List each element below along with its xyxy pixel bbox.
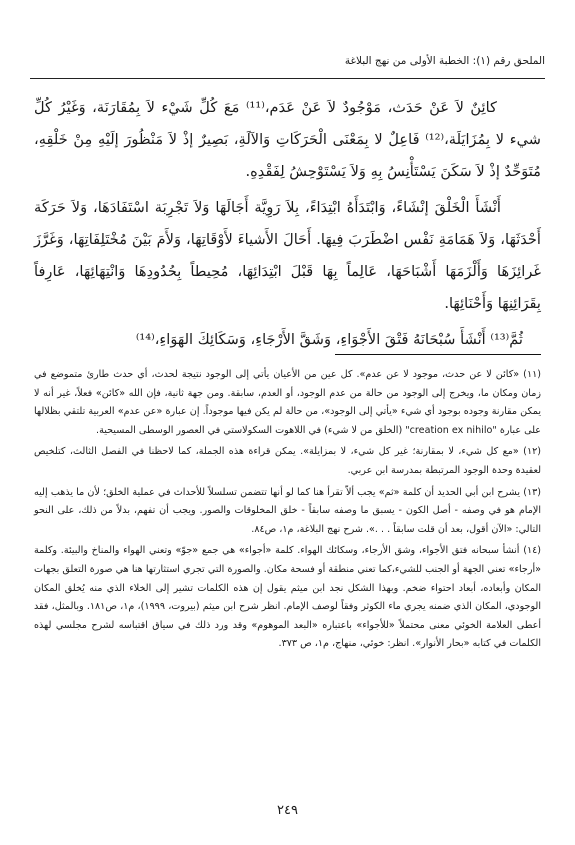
footnote-divider [335, 354, 541, 355]
footnote-11: (١١) «كائن لا عن حدث، موجود لا عن عدم». كل عين من الأعيان يأتي إلى الوجود نتيجة لحدث، أي حدث طارئ متموضع في زمان ومكان ما، ويخرج إلى الوجود من حالة من عدم الوجود، أو العدم، سابقة. ومن جهة ثانية، فإن الله «كائن» فعلاً، غير أنه لا يمكن مقارنة وجوده بوجود أي شيء «يأتي إلى الوجود»، من حالة لم يكن فيها موجوداً. إن عبارة «عن عدم» العربية تلتقي بظلالها على عبارة "creation ex nihilo" (الخلق من لا شيء) في اللاهوت السكولاستي في العصور الوسطى المسيحية. [34, 369, 541, 436]
running-header-title: الملحق رقم (١): الخطبة الأولى من نهج البلاغة [344, 55, 545, 67]
paragraph-2: أَنْشَأَ الْخَلْقَ إنْشَاءً، وَابْتَدَأَهُ ابْتِدَاءً، بِلاَ رَوِيَّة أَجَالَهَا وَلاَ تَجْرِبَة اسْتَفَادَهَا، وَلاَ حَرَكَة أَحْدَثَهَا، وَلاَ هَمَامَةِ نَفْس اضْطَرَبَ فِيهَا. أَحَالَ الأَشياءَ لأَوْقَاتِهَا، وَلأَمَ بَيْنَ مُخْتَلِفَاتِهَا، وَغَرَّزَ غَرائِزَهَا وَأَلْزَمَهَا أَشْبَاحَهَا، عَالِماً بِهَا قَبْلَ ابْتِدَائِهَا، مُحِيطاً بِحُدُودِهَا وَانْتِهَائِهَا، عَارِفاً بِقَرَائِنِهَا وَأَحْنَائِهَا. [34, 199, 541, 312]
paragraph-1: كائِنٌ لاَ عَنْ حَدَث، مَوْجُودٌ لاَ عَنْ عَدَم،⁽¹¹⁾ مَعَ كُلِّ شَيْء لاَ بِمُقَارَنَة، وَغَيْرُ كُلِّ شيء لا بِمُزَايَلَة،⁽¹²⁾ فَاعِلٌ لا بِمَعْنَى الْحَرَكَاتِ وَالآلَةِ، بَصِيرٌ إذْ لاَ مَنْظُورَ إلَيْهِ مِنْ خَلْقِهِ، مُتَوَحِّدٌ إذْ لاَ سَكَنَ يَسْتَأْنِسُ بِهِ وَلاَ يَسْتَوْحِشُ لِفَقْدِهِ. [34, 99, 541, 180]
footnotes [34, 366, 541, 657]
main-text [34, 92, 541, 360]
paragraph-3: ثُمَّ⁽¹³⁾ أَنْشَأَ سُبْحَانَهُ فَتْقَ الأَجْوَاءِ، وَشَقَّ الأَرْجَاءِ، وَسَكَائِكَ الهَوَاءِ،⁽¹⁴⁾ [135, 331, 523, 348]
footnote-12: (١٢) «مع كل شيء، لا بمقارنة؛ غير كل شيء، لا بمزايلة». يمكن قراءة هذه الجملة، كما لاحظنا في الفصل الثالث، كتلخيص لعقيدة وحدة الوجود المرتبطة بمدرسة ابن عربي. [34, 446, 541, 476]
running-header [30, 52, 545, 79]
footnote-14: (١٤) أنشأ سبحانه فتق الأجواء، وشق الأرجاء، وسكائك الهواء. كلمة «أجواء» هي جمع «جوّ» وتعني الهواء والمناخ والبيئة. وكلمة «أرجاء» تعني الجهة أو الجنب للشيء،كما تعني منطقة أو فسحة مكان. والصورة التي تجري استثارتها هنا هي صورة التعلق بجهات المكان وأبعاده، أبعاد احتواء ضخم. وبهذا الشكل نجد ابن ميثم يقول إن هذه الكلمات تشير إلى الخلاء الذي منه يُخلق المكان الوجودي، المكان الذي ضمنه يجري ماء الكوثر وفقاً لوصف الإمام. انظر شرح ابن ميثم (بيروت، ١٩٩٩)، م١، ص١٨١. وبالمثل، فقد أعطى العلامة الخوئي معنى محتملاً «للأجواء» باعتباره «البعد الموهوم» وقد ورد ذلك في سياق اقتباسه لشرح مجلسي لهذه الكلمات في كتابه «بحار الأنوار». انظر: خوئي، منهاج، م١، ص ٣٧٣. [34, 545, 542, 650]
footnote-13: (١٣) يشرح ابن أبي الحديد أن كلمة «ثم» يجب ألاّ تقرأ هنا كما لو أنها تتضمن تسلسلاً للأحداث في عملية الخلق؛ لأن ما يذهب إليه الإمام هو في وصفه - أصل الكون - يسبق ما وصفه سابقاً - خلق المخلوقات والصور. ويجب أن تفهم، بدلاً من ذلك، على النحو التالي: «الآن أقول، بعد أن قلت سابقاً . . .». شرح نهج البلاغة، م١، ص٨٤. [34, 486, 541, 535]
page-number: ٢٤٩ [277, 803, 298, 818]
